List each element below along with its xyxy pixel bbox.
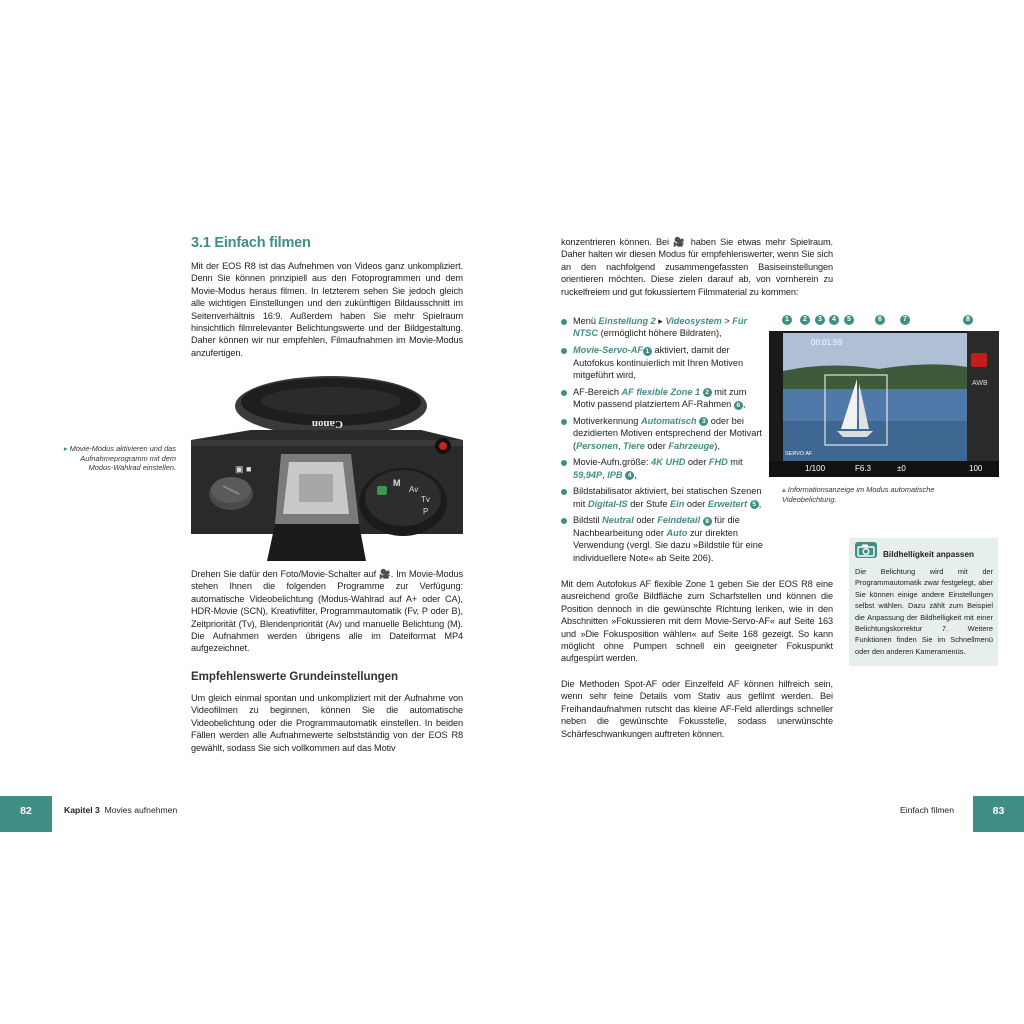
basic-settings-paragraph: Um gleich einmal spontan und unkompliziert mit der Aufnahme von Videofilmen zu beginnen, können Sie die automatische Videobelichtung oder die Programmautomatik einstellen. In beiden Fällen werden alle Aufnahmewerte selbstständig von der EOS R8 gewählt, sodass Sie sich vollkommen auf das Motiv bbox=[191, 693, 463, 753]
svg-text:Av: Av bbox=[409, 485, 419, 494]
tip-title: Bildhelligkeit anpassen bbox=[883, 550, 974, 559]
list-item: Bildstabilisator aktiviert, bei statischen Szenen mit Digital-IS der Stufe Ein oder Erweitert 5 , bbox=[561, 485, 769, 510]
svg-text:±0: ±0 bbox=[897, 464, 906, 473]
subheading: Empfehlenswerte Grundeinstellungen bbox=[191, 671, 399, 683]
camera-icon bbox=[855, 542, 877, 558]
list-item: Motiverkennung Automatisch 3 oder bei dezidierten Motiven entsprechend der Motivart (Personen, Tiere oder Fahrzeuge), bbox=[561, 415, 769, 452]
svg-text:P: P bbox=[423, 507, 429, 516]
tip-text: Die Belichtung wird mit der Programmautomatik zwar festgelegt, aber Sie können einige andere Einstellungen selbst wählen. Dazu zählt zum Beispiel die Anpassung der Bildhelligkeit mit einer Belichtungskorrektur 7. Weitere Funktionen finden Sie im Schnellmenü oder den anderen Kameramenüs. bbox=[855, 567, 993, 656]
marker-4: 4 bbox=[829, 315, 839, 325]
methods-paragraph: Die Methoden Spot-AF oder Einzelfeld AF können hilfreich sein, wenn sehr feine Details vom Stativ aus gefilmt werden. Bei Freihandaufnahmen rutscht das kleine AF-Feld allerdings schneller neben die gewünschte Fokusstelle, sodass unerwünschte Schärfeschwankungen auftreten können. bbox=[561, 679, 833, 739]
marker-7: 7 bbox=[900, 315, 910, 325]
marker-3: 3 bbox=[815, 315, 825, 325]
right-section-label: Einfach filmen bbox=[900, 805, 954, 815]
list-item: Movie-Servo-AF 1 aktiviert, damit der Autofokus kontinuierlich mit Ihren Motiven mitgeführt wird, bbox=[561, 344, 769, 381]
marker-6: 6 bbox=[875, 315, 885, 325]
screen-caption: ▴ Informationsanzeige im Modus automatische Videobelichtung. bbox=[782, 485, 935, 504]
left-page-number: 82 bbox=[0, 796, 52, 832]
right-page-number: 83 bbox=[973, 796, 1024, 832]
svg-text:1/100: 1/100 bbox=[805, 464, 826, 473]
mode-paragraph: Drehen Sie dafür den Foto/Movie-Schalter auf 🎥. Im Movie-Modus stehen Ihnen die folgenden Programme zur Verfügung: automatische Videobelichtung (Modus-Wahlrad auf A+ oder CA), HDR-Movie (SCN), Kreativfilter, Programmautomatik (Fv, P oder B), Zeitpriorität (Tv), Blendenpriorität (Av) und manuelle Belichtung (M). Die Aufnahmen werden übrigens alle im Dateiformat MP4 aufgezeichnet. bbox=[191, 569, 463, 654]
svg-text:Tv: Tv bbox=[421, 495, 430, 504]
photo-caption: ▸ Movie-Modus aktivieren und das Aufnahmeprogramm mit dem Modus-Wahlrad einstellen. bbox=[63, 444, 176, 473]
svg-text:M: M bbox=[393, 478, 401, 488]
screen-markers bbox=[780, 312, 980, 332]
svg-text:SERVO AF: SERVO AF bbox=[785, 451, 813, 457]
svg-text:F6.3: F6.3 bbox=[855, 464, 872, 473]
af-paragraph: Mit dem Autofokus AF flexible Zone 1 geben Sie der EOS R8 eine ausreichend große Bildfläche zum Scharfstellen und können die Position dennoch in die gewünschte Richtung lenken, wie in den Abschnitten »Fokussieren mit dem Movie-Servo-AF« auf Seite 163 und »Die Fokusposition wählen« auf Seite 168 gezeigt. So kann möglicht ohne Pumpen schnell ein geeigneter Fokuspunkt aufgespürt werden. bbox=[561, 579, 833, 664]
right-top-paragraph: konzentrieren können. Bei 🎥 haben Sie etwas mehr Spielraum. Daher halten wir diesen Modus für empfehlenswerter, wenn Sie sich an den nachfolgend zusammengefassten Basiseinstellungen orientieren möchten. Diese zielen darauf ab, von vornherein zu ruckelfreiem und gut fokussiertem Filmmaterial zu kommen: bbox=[561, 237, 833, 297]
list-item: AF-Bereich AF flexible Zone 1 2 mit zum Motiv passend platziertem AF-Rahmen 6 , bbox=[561, 386, 769, 411]
camera-info-display bbox=[769, 331, 999, 477]
list-item: Menü Einstellung 2 ▸ Videosystem > Für NTSC (ermöglicht höhere Bildraten), bbox=[561, 315, 769, 340]
section-title: 3.1 Einfach filmen bbox=[191, 235, 311, 251]
settings-list bbox=[561, 315, 769, 568]
chapter-label: Kapitel 3 Movies aufnehmen bbox=[64, 805, 178, 815]
svg-text:▣ ■: ▣ ■ bbox=[235, 464, 252, 474]
camera-mode-dial-photo bbox=[191, 374, 463, 561]
svg-text:Canon: Canon bbox=[311, 418, 343, 430]
marker-5: 5 bbox=[844, 315, 854, 325]
list-item: Movie-Aufn.größe: 4K UHD oder FHD mit 59,94P, IPB 4 , bbox=[561, 456, 769, 481]
svg-text:00:01:59: 00:01:59 bbox=[811, 338, 843, 347]
svg-text:AWB: AWB bbox=[972, 380, 988, 387]
intro-paragraph: Mit der EOS R8 ist das Aufnehmen von Videos ganz unkompliziert. Denn Sie können prinzipiell aus den Fotoprogrammen und dem Movie-Modus heraus filmen. In letzterem sehen Sie jedoch gleich alle wichtigen Einstellungen und den zukünftigen Bildausschnitt im Seitenverhältnis 16:9. Außerdem haben Sie mehr Spielraum hinsichtlich filmrelevanter Belichtungswerte und der Bildgestaltung. Daher können wir nur empfehlen, Filmaufnahmen im Movie-Modus anzufertigen. bbox=[191, 261, 463, 358]
list-item: Bildstil Neutral oder Feindetail 8 für die Nachbearbeitung oder Auto zur direkten Verwendung (vergl. Sie dazu »Bildstile für eine individuellere Note« ab Seite 206). bbox=[561, 514, 769, 564]
svg-text:100: 100 bbox=[969, 464, 983, 473]
marker-2: 2 bbox=[800, 315, 810, 325]
marker-1: 1 bbox=[782, 315, 792, 325]
marker-8: 8 bbox=[963, 315, 973, 325]
